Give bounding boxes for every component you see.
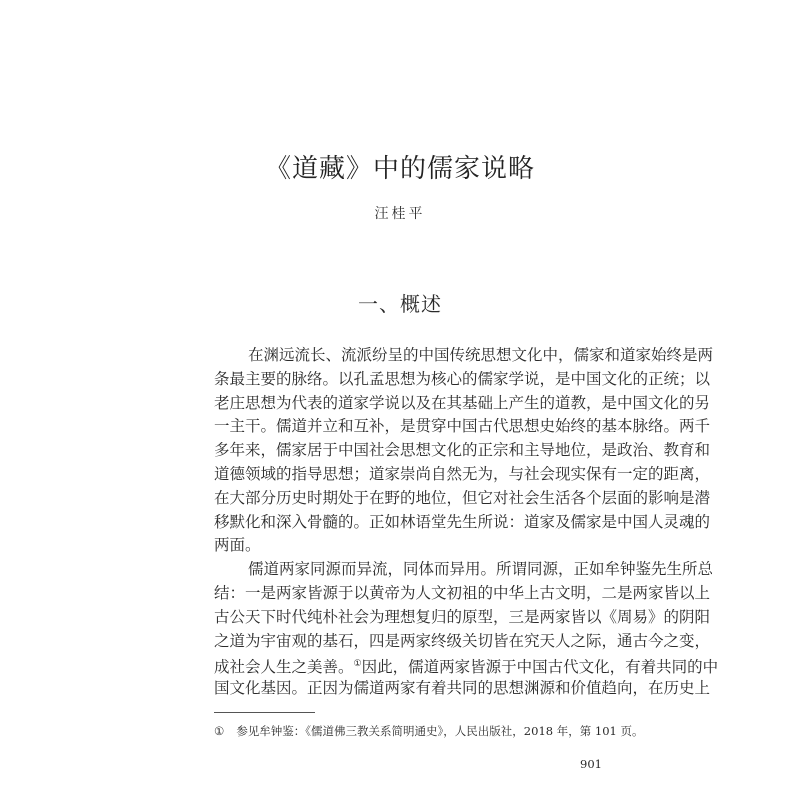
- text-line: 在渊远流长、流派纷呈的中国传统思想文化中，儒家和道家始终是两: [248, 346, 714, 364]
- article-title: 《道藏》中的儒家说略: [264, 154, 535, 184]
- body-text: [214, 344, 719, 701]
- page-number: 901: [580, 757, 602, 771]
- text-line: 儒道两家同源而异流，同体而异用。所谓同源，正如牟钟鉴先生所总: [248, 560, 714, 579]
- text-segment: 成社会人生之美善。: [214, 658, 354, 677]
- text-line: 一主干。儒道并立和互补，是贯穿中国古代思想史始终的基本脉络。两千: [214, 417, 711, 436]
- text-line: 国文化基因。正因为儒道两家有着共同的思想渊源和价值趋向，在历史上: [214, 679, 711, 698]
- text-line: 两面。: [214, 536, 261, 555]
- paragraph-2: [214, 558, 719, 701]
- footnote-text: 参见牟钟鉴：《儒道佛三教关系简明通史》，人民出版社，2018 年，第 101 页。: [236, 724, 644, 738]
- text-line: 老庄思想为代表的道家学说以及在其基础上产生的道教，是中国文化的另: [214, 393, 711, 412]
- text-line: 结：一是两家皆源于以黄帝为人文初祖的中华上古文明，二是两家皆以上: [214, 583, 711, 602]
- text-line-with-footnote: [214, 653, 719, 677]
- text-line: 在大部分历史时期处于在野的地位，但它对社会生活各个层面的影响是潜: [214, 488, 711, 507]
- footnote-mark: ①: [214, 724, 225, 738]
- text-line: 移默化和深入骨髓的。正如林语堂先生所说：道家及儒家是中国人灵魂的: [214, 512, 711, 531]
- section-heading: 一、概述: [358, 292, 442, 316]
- footnote: [214, 723, 644, 739]
- text-line: 之道为宇宙观的基石，四是两家终级关切皆在究天人之际，通古今之变，: [214, 631, 711, 650]
- text-line: 条最主要的脉络。以孔孟思想为核心的儒家学说，是中国文化的正统；以: [214, 369, 711, 388]
- author-name: 汪桂平: [374, 206, 426, 222]
- footnote-reference[interactable]: ①: [353, 659, 362, 670]
- paragraph-1: [214, 344, 714, 558]
- text-line: 多年来，儒家居于中国社会思想文化的正宗和主导地位，是政治、教育和: [214, 441, 711, 460]
- text-line: 道德领域的指导思想；道家崇尚自然无为，与社会现实保有一定的距离，: [214, 464, 711, 483]
- text-segment: 因此，儒道两家皆源于中国古代文化，有着共同的中: [361, 658, 719, 677]
- footnote-divider: [214, 712, 315, 713]
- text-line: 古公天下时代纯朴社会为理想复归的原型，三是两家皆以《周易》的阴阳: [214, 607, 711, 626]
